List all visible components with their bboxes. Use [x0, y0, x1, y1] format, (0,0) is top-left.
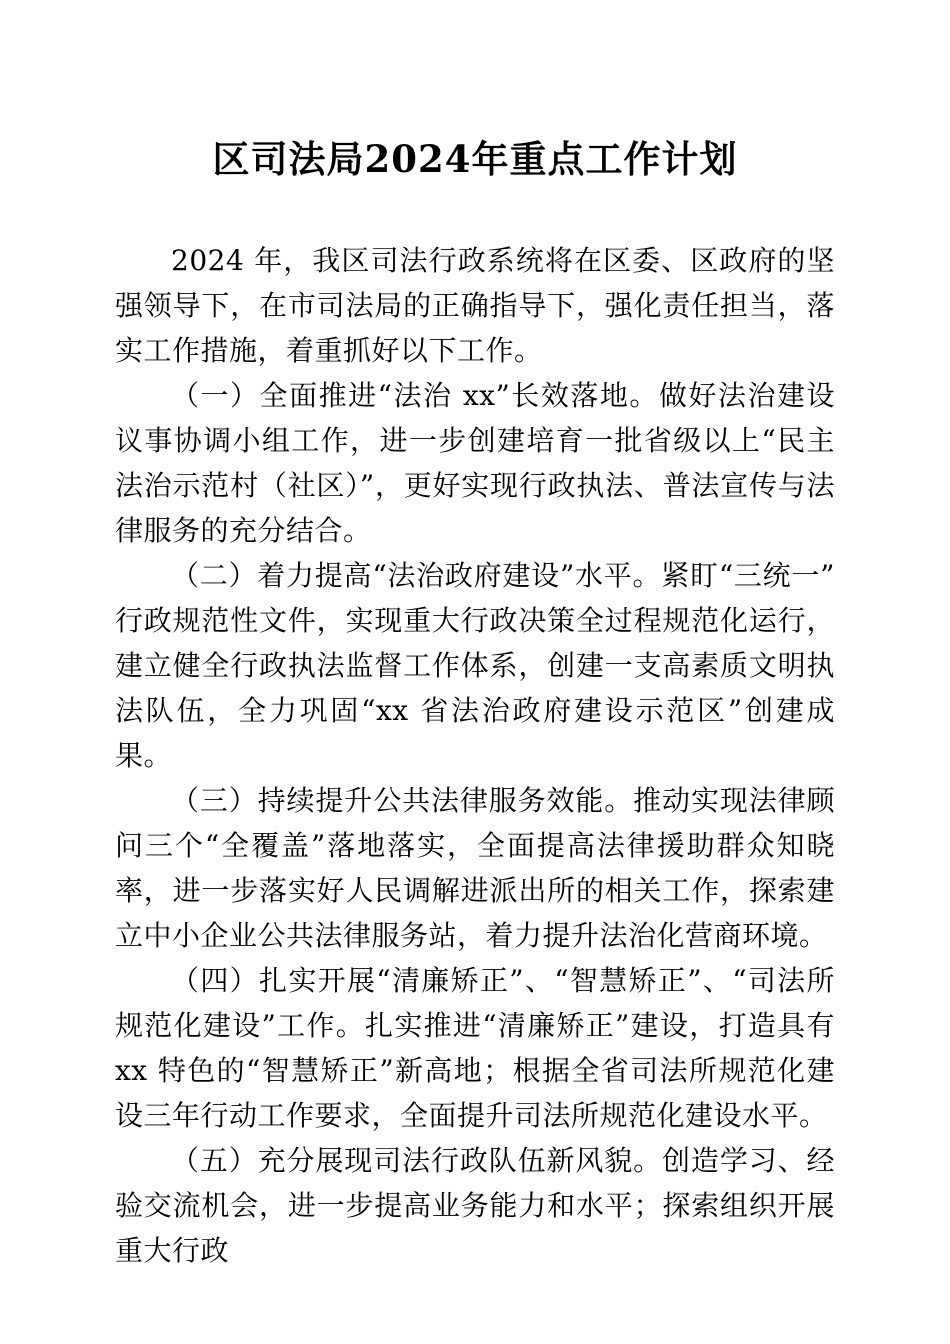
document-body: [115, 238, 835, 1273]
paragraph-text: 紧盯“三统一”行政规范性文件，实现重大行政决策全过程规范化运行，建立健全行政执法监督工作体系，创建一支高素质文明执法队伍，全力巩固“xx 省法治政府建设示范区”创建成果。: [115, 559, 835, 772]
paragraph-item-2: [115, 553, 835, 778]
paragraph-lead: （五）充分展现司法行政队伍新风貌。: [171, 1144, 663, 1177]
paragraph-item-5: [115, 1138, 835, 1273]
document-title: 区司法局2024年重点工作计划: [212, 137, 738, 181]
paragraph-item-4: [115, 958, 835, 1138]
paragraph-text: 推动实现法律顾问三个“全覆盖”落地落实，全面提高法律援助群众知晓率，进一步落实好人民调解进派出所的相关工作，探索建立中小企业公共法律服务站，着力提升法治化营商环境。: [115, 784, 835, 952]
paragraph-lead: （一）全面推进“法治 xx”长效落地。: [171, 379, 659, 412]
paragraph-text: 做好法治建设议事协调小组工作，进一步创建培育一批省级以上“民主法治示范村（社区）”，更好实现行政执法、普法宣传与法律服务的充分结合。: [115, 379, 835, 547]
paragraph-item-1: [115, 373, 835, 553]
paragraph-item-3: [115, 778, 835, 958]
paragraph-text: 2024 年，我区司法行政系统将在区委、区政府的坚强领导下，在市司法局的正确指导下，强化责任担当，落实工作措施，着重抓好以下工作。: [115, 244, 835, 367]
paragraph-lead: （三）持续提升公共法律服务效能。: [171, 784, 634, 817]
paragraph-lead: （二）着力提高“法治政府建设”水平。: [171, 559, 662, 592]
paragraph-lead: （四）扎实开展“清廉矫正”、“智慧矫正”、“司法所规范化建设”工作。: [115, 964, 835, 1042]
paragraph-text: 创造学习、经验交流机会，进一步提高业务能力和水平；探索组织开展重大行政: [115, 1144, 835, 1267]
paragraph-intro: [115, 238, 835, 373]
paragraph-text: 扎实推进“清廉矫正”建设，打造具有 xx 特色的“智慧矫正”新高地；根据全省司法所规范化建设三年行动工作要求，全面提升司法所规范化建设水平。: [115, 1009, 835, 1132]
